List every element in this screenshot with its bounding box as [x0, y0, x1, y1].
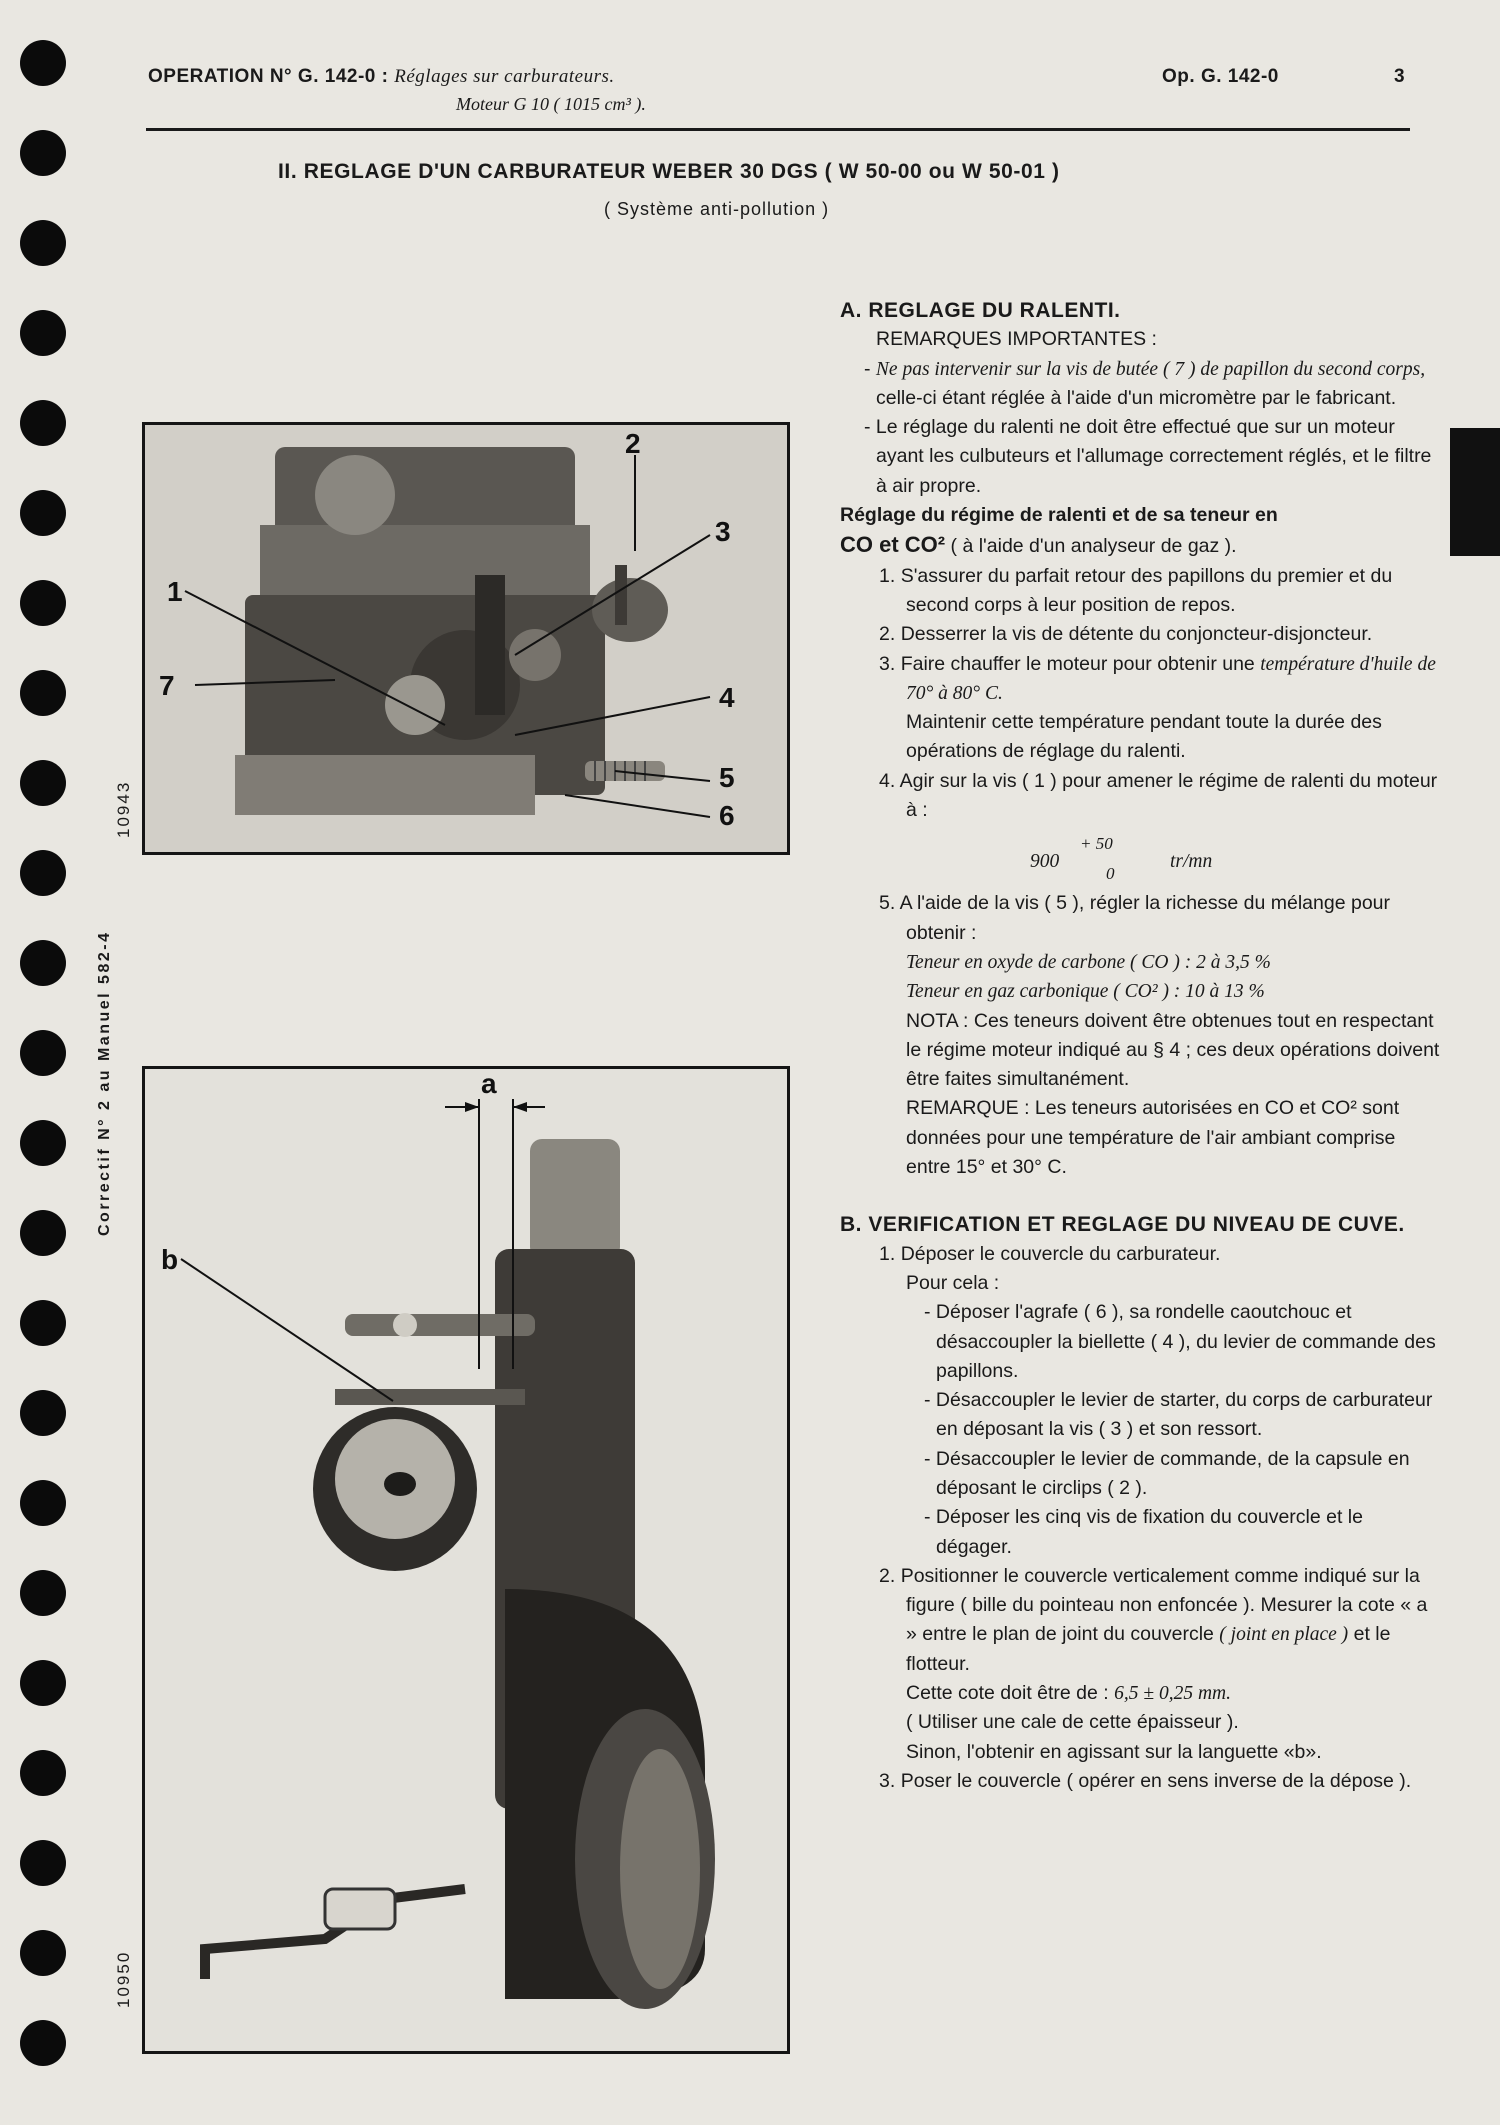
- remark-2-text: Le réglage du ralenti ne doit être effectué que sur un moteur ayant les culbuteurs et l'allumage correctement réglés, et le filtre à air propre.: [875, 416, 1432, 497]
- spacer: [840, 1182, 1440, 1210]
- tab-b-label: b: [161, 1244, 179, 1275]
- callout-6: 6: [719, 800, 735, 831]
- idle-adjust-heading-line2: [840, 530, 1440, 561]
- callout-4: 4: [719, 682, 735, 713]
- step-b1-intro: Pour cela :: [906, 1271, 1000, 1294]
- binder-hole: [20, 1390, 66, 1436]
- remarks-heading: REMARQUES IMPORTANTES :: [876, 328, 1157, 351]
- step-b3-text: Poser le couvercle ( opérer en sens inverse de la dépose ).: [900, 1769, 1412, 1792]
- binder-hole: [20, 490, 66, 536]
- manual-reference: Correctif N° 2 au Manuel 582-4: [96, 930, 113, 1236]
- step-a5-text: A l'aide de la vis ( 5 ), régler la richesse du mélange pour obtenir :: [899, 892, 1391, 944]
- figure-float-level: [142, 1066, 790, 2054]
- part-a-heading: A. REGLAGE DU RALENTI.: [840, 299, 1121, 322]
- step-b2-text: Positionner le couvercle verticalement comme indiqué sur la figure ( bille du pointeau non enfoncée ). Mesurer la cote « a » entre le plan de joint du couvercle: [900, 1564, 1428, 1646]
- step-a5: 5. A l'aide de la vis ( 5 ), régler la richesse du mélange pour obtenir :: [879, 892, 1391, 944]
- binder-hole: [20, 40, 66, 86]
- step-a3: 3. Faire chauffer le moteur pour obtenir une température d'huile de 70° à 80° C.: [879, 652, 1436, 704]
- header-rule: [146, 128, 1410, 131]
- binder-hole: [20, 2020, 66, 2066]
- binder-hole: [20, 670, 66, 716]
- figure2-reference: 10950: [114, 1950, 133, 2008]
- operation-label: OPERATION N° G. 142-0 :: [148, 66, 389, 87]
- float-dimension: [840, 1679, 1440, 1708]
- step-b1: 1. Déposer le couvercle du carburateur.: [879, 1242, 1221, 1265]
- callout-7: 7: [159, 670, 175, 701]
- binder-hole: [20, 220, 66, 266]
- step-b1-text: Déposer le couvercle du carburateur.: [900, 1242, 1221, 1265]
- section-subtitle: ( Système anti-pollution ): [604, 199, 830, 219]
- figure1-reference: 10943: [114, 780, 133, 838]
- callout-3: 3: [715, 516, 731, 547]
- dismantle-1: - Déposer l'agrafe ( 6 ), sa rondelle caoutchouc et désaccoupler la biellette ( 4 ), du levier de commande des papillons.: [924, 1301, 1436, 1382]
- binder-hole: [20, 580, 66, 626]
- binder-hole: [20, 1840, 66, 1886]
- binder-hole: [20, 1300, 66, 1346]
- rpm-tolerance-minus: 0: [1106, 864, 1115, 884]
- step-a4: 4. Agir sur la vis ( 1 ) pour amener le régime de ralenti du moteur à :: [879, 769, 1438, 822]
- binder-hole: [20, 940, 66, 986]
- section-title: II. REGLAGE D'UN CARBURATEUR WEBER 30 DGS ( W 50-00 ou W 50-01 ): [278, 160, 1060, 183]
- dismantle-3: - Désaccoupler le levier de commande, de la capsule en déposant le circlips ( 2 ).: [924, 1447, 1410, 1499]
- binder-hole: [20, 1480, 66, 1526]
- part-b-heading: B. VERIFICATION ET REGLAGE DU NIVEAU DE CUVE.: [840, 1213, 1405, 1237]
- carburettor-illustration: [145, 425, 787, 852]
- dimension-a-label: a: [481, 1069, 497, 1099]
- rpm-tolerance-plus: + 50: [1080, 834, 1113, 854]
- dismantle-1-text: Déposer l'agrafe ( 6 ), sa rondelle caoutchouc et désaccoupler la biellette ( 4 ), du levier de commande des papillons.: [935, 1301, 1436, 1382]
- step-a3-text: Faire chauffer le moteur pour obtenir une: [900, 652, 1255, 675]
- step-a1: 1. S'assurer du parfait retour des papillons du premier et du second corps à leur position de repos.: [879, 564, 1393, 616]
- callout-5: 5: [719, 762, 735, 793]
- step-a2-text: Desserrer la vis de détente du conjoncteur-disjoncteur.: [900, 623, 1373, 646]
- tab-adjust-note: Sinon, l'obtenir en agissant sur la languette «b».: [906, 1740, 1322, 1763]
- step-a4-text: Agir sur la vis ( 1 ) pour amener le régime de ralenti du moteur à :: [899, 769, 1438, 822]
- callout-1: 1: [167, 576, 183, 607]
- operation-code: Op. G. 142-0: [1162, 66, 1279, 87]
- step-a1-text: S'assurer du parfait retour des papillons du premier et du second corps à leur position de repos.: [900, 564, 1393, 616]
- idle-adjust-heading: Réglage du régime de ralenti et de sa teneur en: [840, 504, 1278, 527]
- remark-2: - Le réglage du ralenti ne doit être effectué que sur un moteur ayant les culbuteurs et l'allumage correctement réglés, et le filtre à air propre.: [864, 416, 1432, 497]
- binder-hole: [20, 1750, 66, 1796]
- float-level-illustration: [145, 1069, 787, 2051]
- step-a2: 2. Desserrer la vis de détente du conjoncteur-disjoncteur.: [879, 623, 1373, 646]
- dismantle-4: - Déposer les cinq vis de fixation du couvercle et le dégager.: [924, 1506, 1363, 1558]
- engine-line: Moteur G 10 ( 1015 cm³ ).: [456, 94, 646, 114]
- dimension-value: 6,5 ± 0,25 mm.: [1114, 1683, 1231, 1705]
- remarque: REMARQUE : Les teneurs autorisées en CO et CO² sont données pour une température de l'air ambiant comprise entre 15° et 30° C.: [906, 1097, 1400, 1179]
- binder-hole: [20, 310, 66, 356]
- dismantle-3-text: Désaccoupler le levier de commande, de la capsule en déposant le circlips ( 2 ).: [935, 1447, 1410, 1499]
- co2-content: Teneur en gaz carbonique ( CO² ) : 10 à 13 %: [906, 981, 1265, 1003]
- callout-2: 2: [625, 428, 641, 459]
- rpm-base: 900: [1030, 851, 1060, 873]
- step-b3: 3. Poser le couvercle ( opérer en sens inverse de la dépose ).: [879, 1769, 1412, 1792]
- binder-hole: [20, 1210, 66, 1256]
- step-b2: 2. Positionner le couvercle verticalement comme indiqué sur la figure ( bille du pointeau non enfoncée ). Mesurer la cote « a » entre le plan de joint du couvercle ( joint en place ) et le flotteur.: [879, 1564, 1428, 1675]
- binder-hole: [20, 1570, 66, 1616]
- dismantle-4-text: Déposer les cinq vis de fixation du couvercle et le dégager.: [935, 1506, 1363, 1558]
- shim-note: ( Utiliser une cale de cette épaisseur ).: [906, 1711, 1239, 1734]
- dismantle-2: - Désaccoupler le levier de starter, du corps de carburateur en déposant la vis ( 3 ) et son ressort.: [924, 1389, 1433, 1441]
- gasket-in-place: ( joint en place ): [1219, 1624, 1349, 1646]
- header-operation: [148, 66, 615, 88]
- oil-temperature: température d'huile de 70° à 80° C.: [906, 653, 1436, 704]
- operation-title: Réglages sur carburateurs.: [394, 66, 615, 87]
- binder-hole: [20, 1660, 66, 1706]
- binder-hole: [20, 1120, 66, 1166]
- figure-carburettor: [142, 422, 790, 855]
- nota: NOTA : Ces teneurs doivent être obtenues tout en respectant le régime moteur indiqué au § 4 ; ces deux opérations doivent être faites simultanément.: [906, 1009, 1440, 1091]
- binder-hole: [20, 1030, 66, 1076]
- co-co2-label: CO et CO²: [840, 532, 946, 558]
- binder-hole: [20, 130, 66, 176]
- binder-hole: [20, 850, 66, 896]
- gas-analyser-note: ( à l'aide d'un analyseur de gaz ).: [950, 535, 1237, 558]
- remark-1: - Ne pas intervenir sur la vis de butée ( 7 ) de papillon du second corps, celle-ci étant réglée à l'aide d'un micromètre par le fabricant.: [864, 357, 1426, 409]
- remark-1-rest: celle-ci étant réglée à l'aide d'un micromètre par le fabricant.: [876, 386, 1397, 409]
- binder-hole: [20, 1930, 66, 1976]
- rpm-unit: tr/mn: [1170, 851, 1213, 873]
- page-number: 3: [1394, 66, 1405, 87]
- instructions-column: [840, 296, 1440, 1796]
- step-b2-end: et le flotteur.: [906, 1623, 1391, 1675]
- idle-speed-formula: [840, 825, 1440, 889]
- binder-hole: [20, 400, 66, 446]
- binder-hole: [20, 760, 66, 806]
- thumb-tab-marker: [1450, 428, 1500, 556]
- remark-1-italic: Ne pas intervenir sur la vis de butée ( 7 ) de papillon du second corps,: [875, 358, 1426, 380]
- dimension-text: Cette cote doit être de :: [906, 1682, 1109, 1705]
- step-a3-continued: Maintenir cette température pendant toute la durée des opérations de réglage du ralenti.: [906, 711, 1382, 763]
- co-content: Teneur en oxyde de carbone ( CO ) : 2 à 3,5 %: [906, 951, 1271, 973]
- dismantle-2-text: Désaccoupler le levier de starter, du corps de carburateur en déposant la vis ( 3 ) et son ressort.: [935, 1389, 1433, 1441]
